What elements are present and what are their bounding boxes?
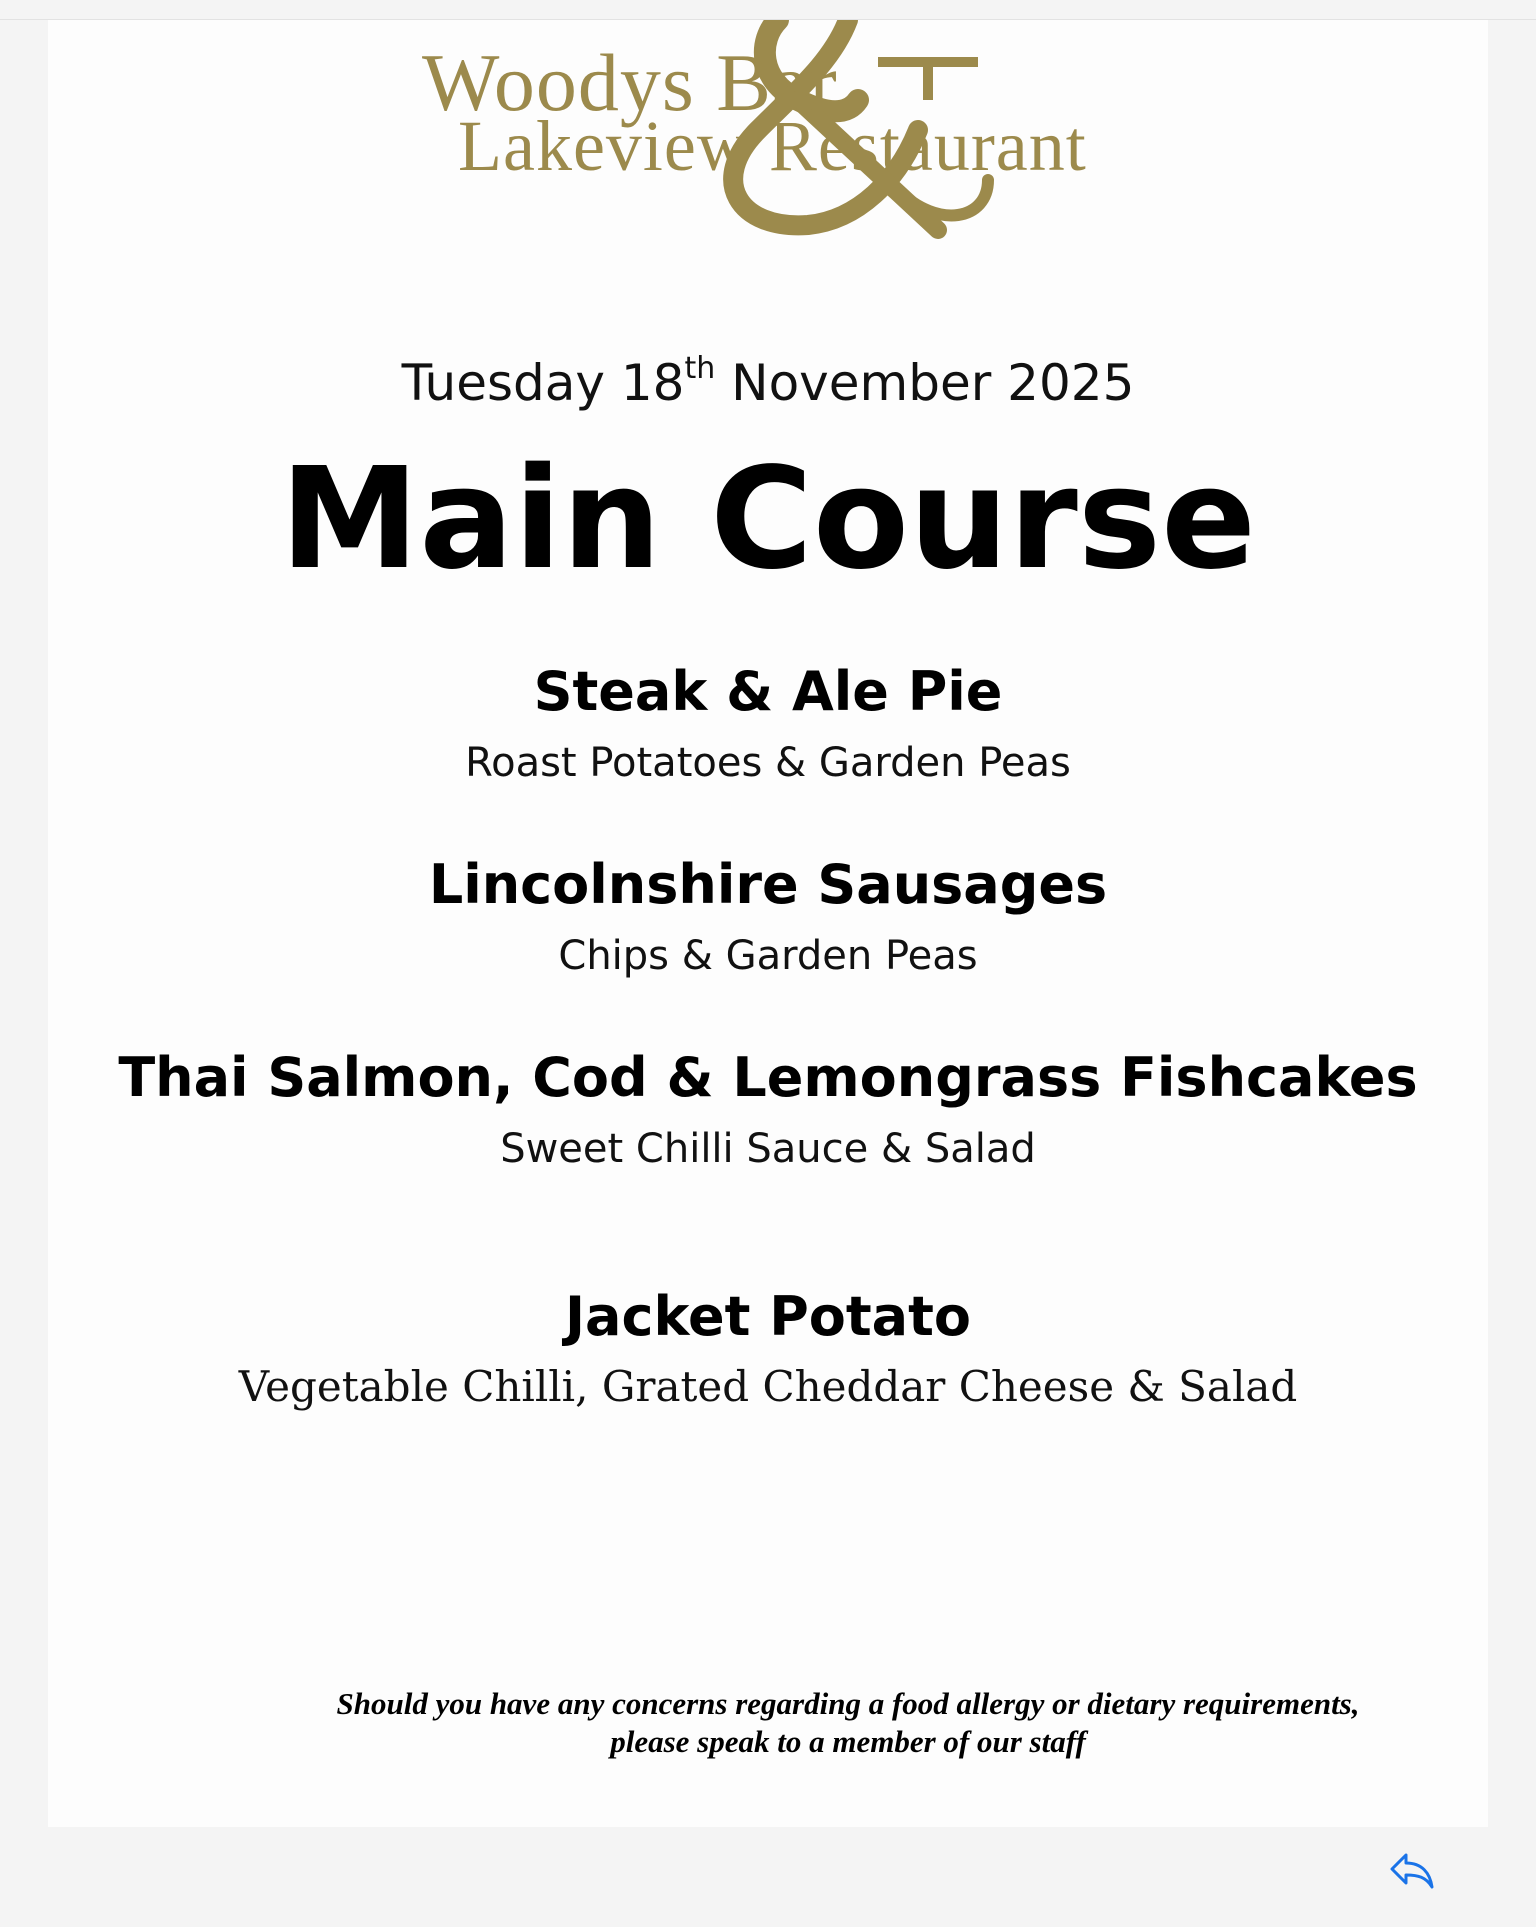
menu-page	[48, 20, 1488, 1827]
menu-date	[48, 351, 1488, 412]
dish-name-1: Steak & Ale Pie	[533, 660, 1003, 723]
allergy-note	[248, 1685, 1448, 1761]
dish-description-1: Roast Potatoes & Garden Peas	[465, 740, 1071, 786]
bottom-toolbar	[0, 1827, 1536, 1927]
page-title: Main Course	[279, 438, 1257, 601]
date-ordinal: th	[684, 351, 716, 386]
dish-name-2: Lincolnshire Sausages	[428, 853, 1108, 916]
dish-description-3: Sweet Chilli Sauce & Salad	[500, 1126, 1036, 1172]
logo-line-woodys-bar: Woodys Bar	[422, 37, 838, 128]
top-bar	[0, 0, 1536, 20]
allergy-note-line-1: Should you have any concerns regarding a food allergy or dietary requirements,	[336, 1686, 1360, 1721]
dish-description-2: Chips & Garden Peas	[558, 933, 978, 979]
dish-name-4: Jacket Potato	[564, 1285, 972, 1348]
reply-button[interactable]	[1382, 1843, 1442, 1899]
allergy-note-line-2: please speak to a member of our staff	[610, 1723, 1086, 1759]
date-day: Tuesday 18	[401, 354, 685, 412]
dish-description-4: Vegetable Chilli, Grated Cheddar Cheese & Salad	[238, 1362, 1298, 1411]
restaurant-logo	[378, 20, 1138, 240]
reply-icon	[1388, 1849, 1436, 1893]
date-month-year: November 2025	[715, 354, 1135, 412]
dish-name-3: Thai Salmon, Cod & Lemongrass Fishcakes	[118, 1046, 1418, 1109]
logo-line-lakeview: Lakeview Restaurant	[458, 106, 1087, 186]
